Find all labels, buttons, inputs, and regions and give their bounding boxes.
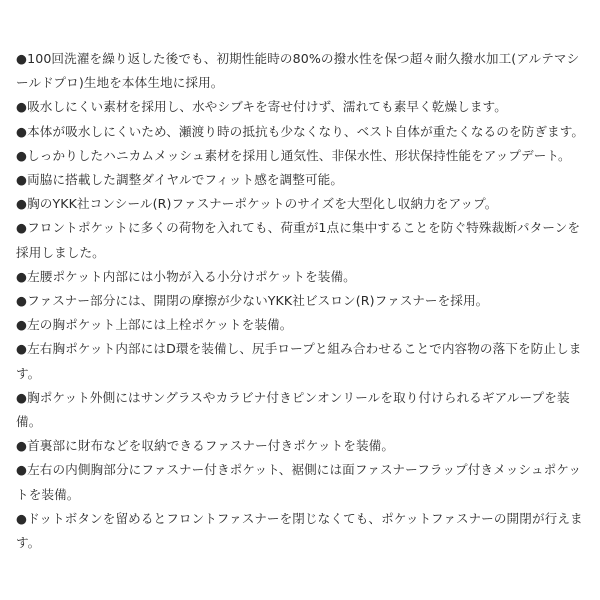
feature-item: ●吸水しにくい素材を採用し、水やシブキを寄せ付けず、濡れても素早く乾燥します。 xyxy=(16,99,507,115)
feature-item: ●フロントポケットに多くの荷物を入れても、荷重が1点に集中することを防ぐ特殊裁断パターンを採用しました。 xyxy=(16,220,581,260)
feature-item: ●左の胸ポケット上部には上栓ポケットを装備。 xyxy=(16,317,293,333)
feature-item: ●ファスナー部分には、開閉の摩擦が少ないYKK社ビスロン(R)ファスナーを採用。 xyxy=(16,293,489,309)
feature-list xyxy=(16,47,586,555)
feature-item: ●左右胸ポケット内部にはD環を装備し、尻手ロープと組み合わせることで内容物の落下を防止します。 xyxy=(16,341,582,381)
feature-item: ●両脇に搭載した調整ダイヤルでフィット感を調整可能。 xyxy=(16,172,344,188)
feature-item: ●100回洗濯を繰り返した後でも、初期性能時の80%の撥水性を保つ超々耐久撥水加工(アルテマシールドプロ)生地を本体生地に採用。 xyxy=(16,51,580,91)
feature-item: ●首裏部に財布などを収納できるファスナー付きポケットを装備。 xyxy=(16,438,395,454)
feature-item: ●しっかりしたハニカムメッシュ素材を採用し通気性、非保水性、形状保持性能をアップデート。 xyxy=(16,147,571,163)
feature-item: ●本体が吸水しにくいため、瀬渡り時の抵抗も少なくなり、ベスト自体が重たくなるのを防ぎます。 xyxy=(16,123,585,139)
feature-item: ●胸ポケット外側にはサングラスやカラビナ付きピンオンリールを取り付けられるギアループを装備。 xyxy=(16,389,570,430)
feature-item: ●ドットボタンを留めるとフロントファスナーを閉じなくても、ポケットファスナーの開閉が行えます。 xyxy=(16,510,583,551)
feature-item: ●左右の内側胸部分にファスナー付きポケット、裾側には面ファスナーフラップ付きメッシュポケットを装備。 xyxy=(16,462,582,502)
feature-item: ●胸のYKK社コンシール(R)ファスナーポケットのサイズを大型化し収納力をアップ。 xyxy=(16,196,498,212)
feature-item: ●左腰ポケット内部には小物が入る小分けポケットを装備。 xyxy=(16,268,356,284)
